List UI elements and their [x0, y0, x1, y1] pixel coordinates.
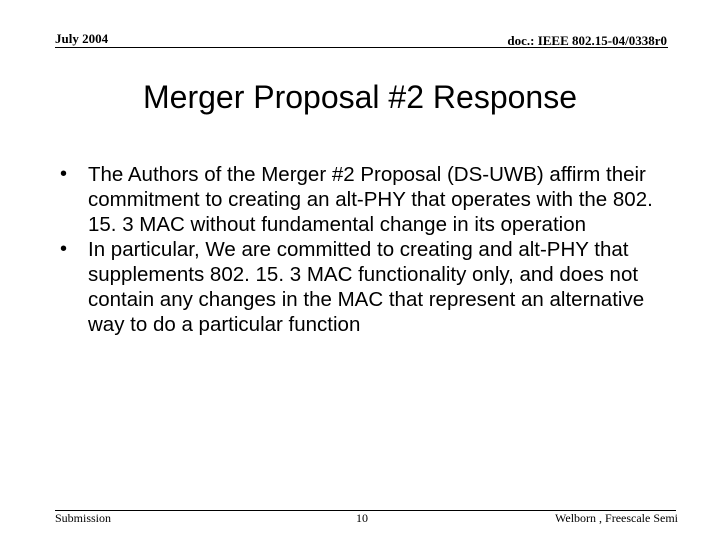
bullet-text: In particular, We are committed to creating and alt-PHY that supplements 802. 15. 3 MAC functionality only, and does not contain any changes in the MAC that represent an alternative way to do a particular function: [88, 238, 645, 336]
slide-title: Merger Proposal #2 Response: [142, 79, 577, 115]
footer-author: Welborn , Freescale Semi: [555, 511, 678, 525]
footer-submission: Submission: [55, 511, 112, 525]
bullet-text: The Authors of the Merger #2 Proposal (DS-UWB) affirm their commitment to creating an alt-PHY that operates with the 802. 15. 3 MAC without fundamental change in its operation: [88, 163, 653, 236]
page-number: 10: [356, 511, 368, 525]
header-divider: [55, 47, 668, 48]
header-doc-id: doc.: IEEE 802.15-04/0338r0: [507, 33, 667, 48]
bullet-marker: •: [60, 163, 68, 185]
bullet-list: [60, 162, 680, 337]
bullet-item: [60, 162, 680, 237]
header-date: July 2004: [55, 31, 109, 46]
bullet-marker: •: [60, 238, 68, 260]
bullet-item: [60, 237, 680, 337]
